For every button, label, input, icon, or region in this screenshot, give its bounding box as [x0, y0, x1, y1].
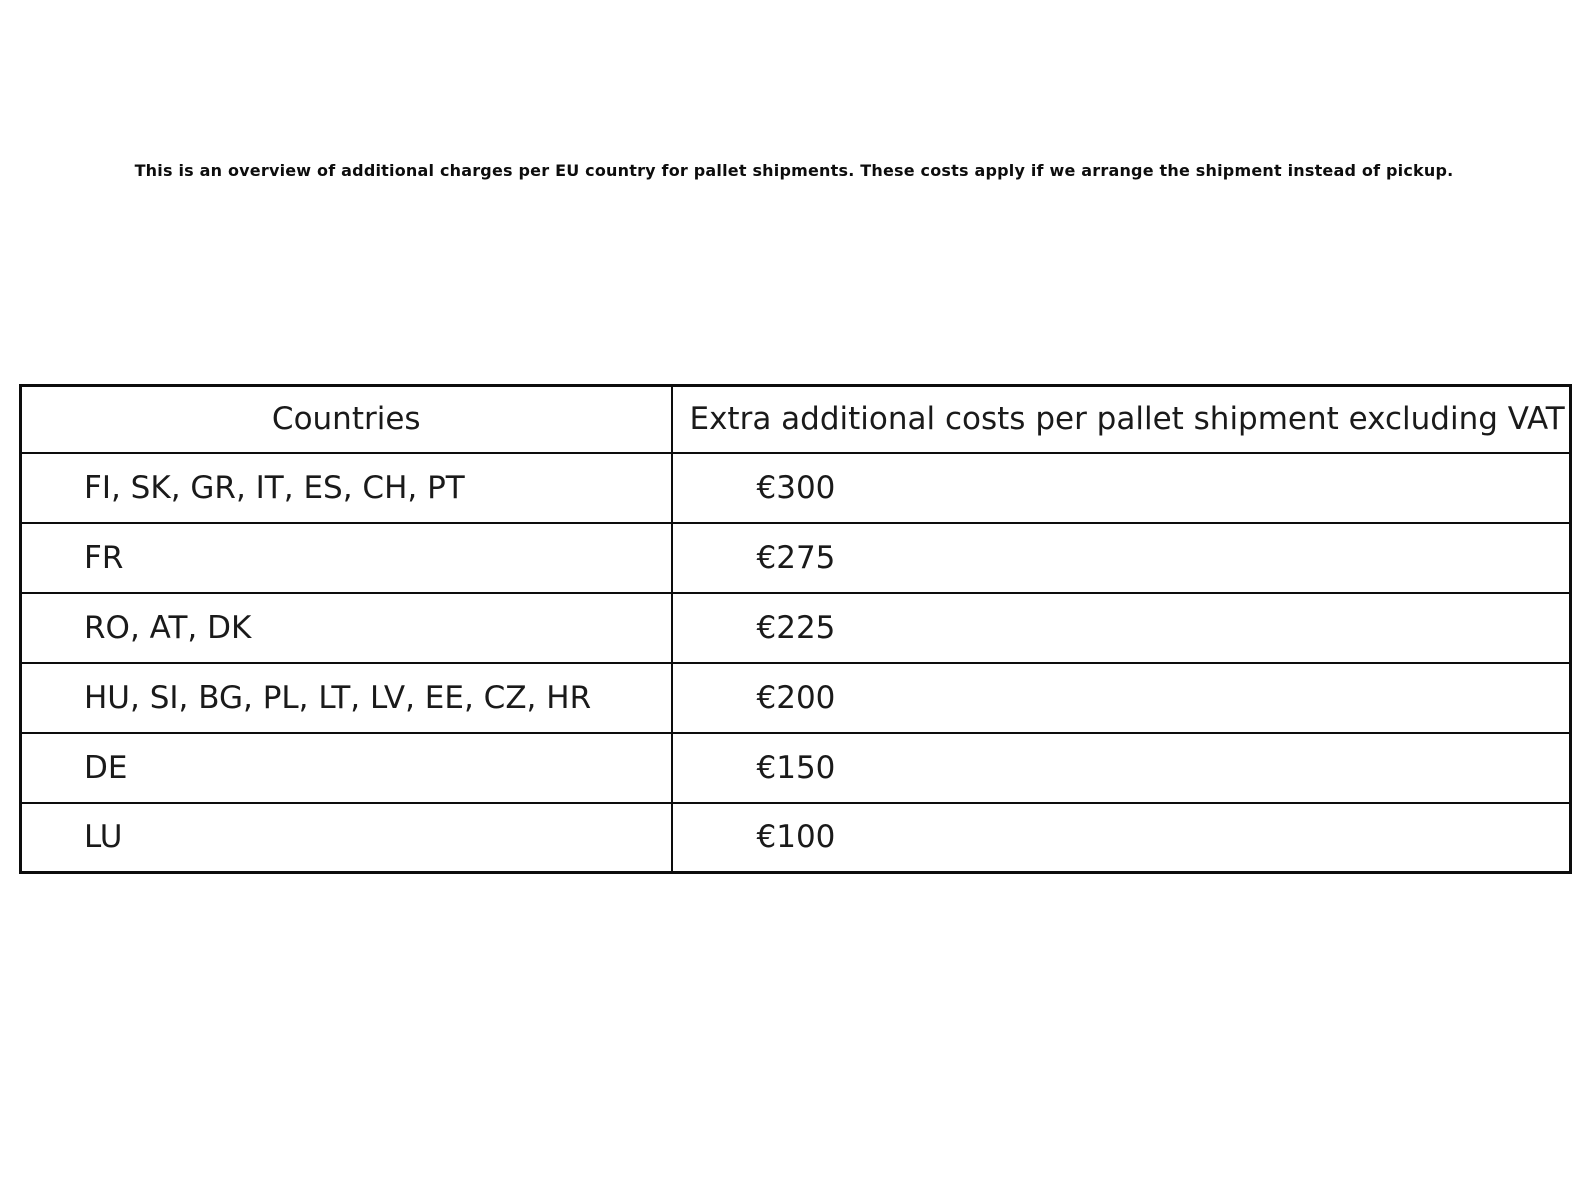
cost-cell: €275 [672, 523, 1571, 593]
countries-column-header: Countries [21, 386, 672, 453]
table-row [21, 803, 1571, 873]
table-row [21, 523, 1571, 593]
cost-cell: €100 [672, 803, 1571, 873]
countries-cell: LU [21, 803, 672, 873]
countries-cell: FI, SK, GR, IT, ES, CH, PT [21, 453, 672, 523]
cost-cell: €150 [672, 733, 1571, 803]
charges-table [19, 384, 1572, 874]
table-row [21, 663, 1571, 733]
cost-cell: €300 [672, 453, 1571, 523]
cost-cell: €200 [672, 663, 1571, 733]
header-row [21, 386, 1571, 453]
table-row [21, 733, 1571, 803]
cost-column-header: Extra additional costs per pallet shipment excluding VAT [672, 386, 1571, 453]
table-row [21, 453, 1571, 523]
countries-cell: RO, AT, DK [21, 593, 672, 663]
countries-cell: DE [21, 733, 672, 803]
table-body [21, 453, 1571, 873]
table-row [21, 593, 1571, 663]
countries-cell: HU, SI, BG, PL, LT, LV, EE, CZ, HR [21, 663, 672, 733]
intro-text: This is an overview of additional charges per EU country for pallet shipments. These costs apply if we arrange the shipment instead of pickup. [134, 161, 1454, 180]
cost-cell: €225 [672, 593, 1571, 663]
countries-cell: FR [21, 523, 672, 593]
table-header [21, 386, 1571, 453]
